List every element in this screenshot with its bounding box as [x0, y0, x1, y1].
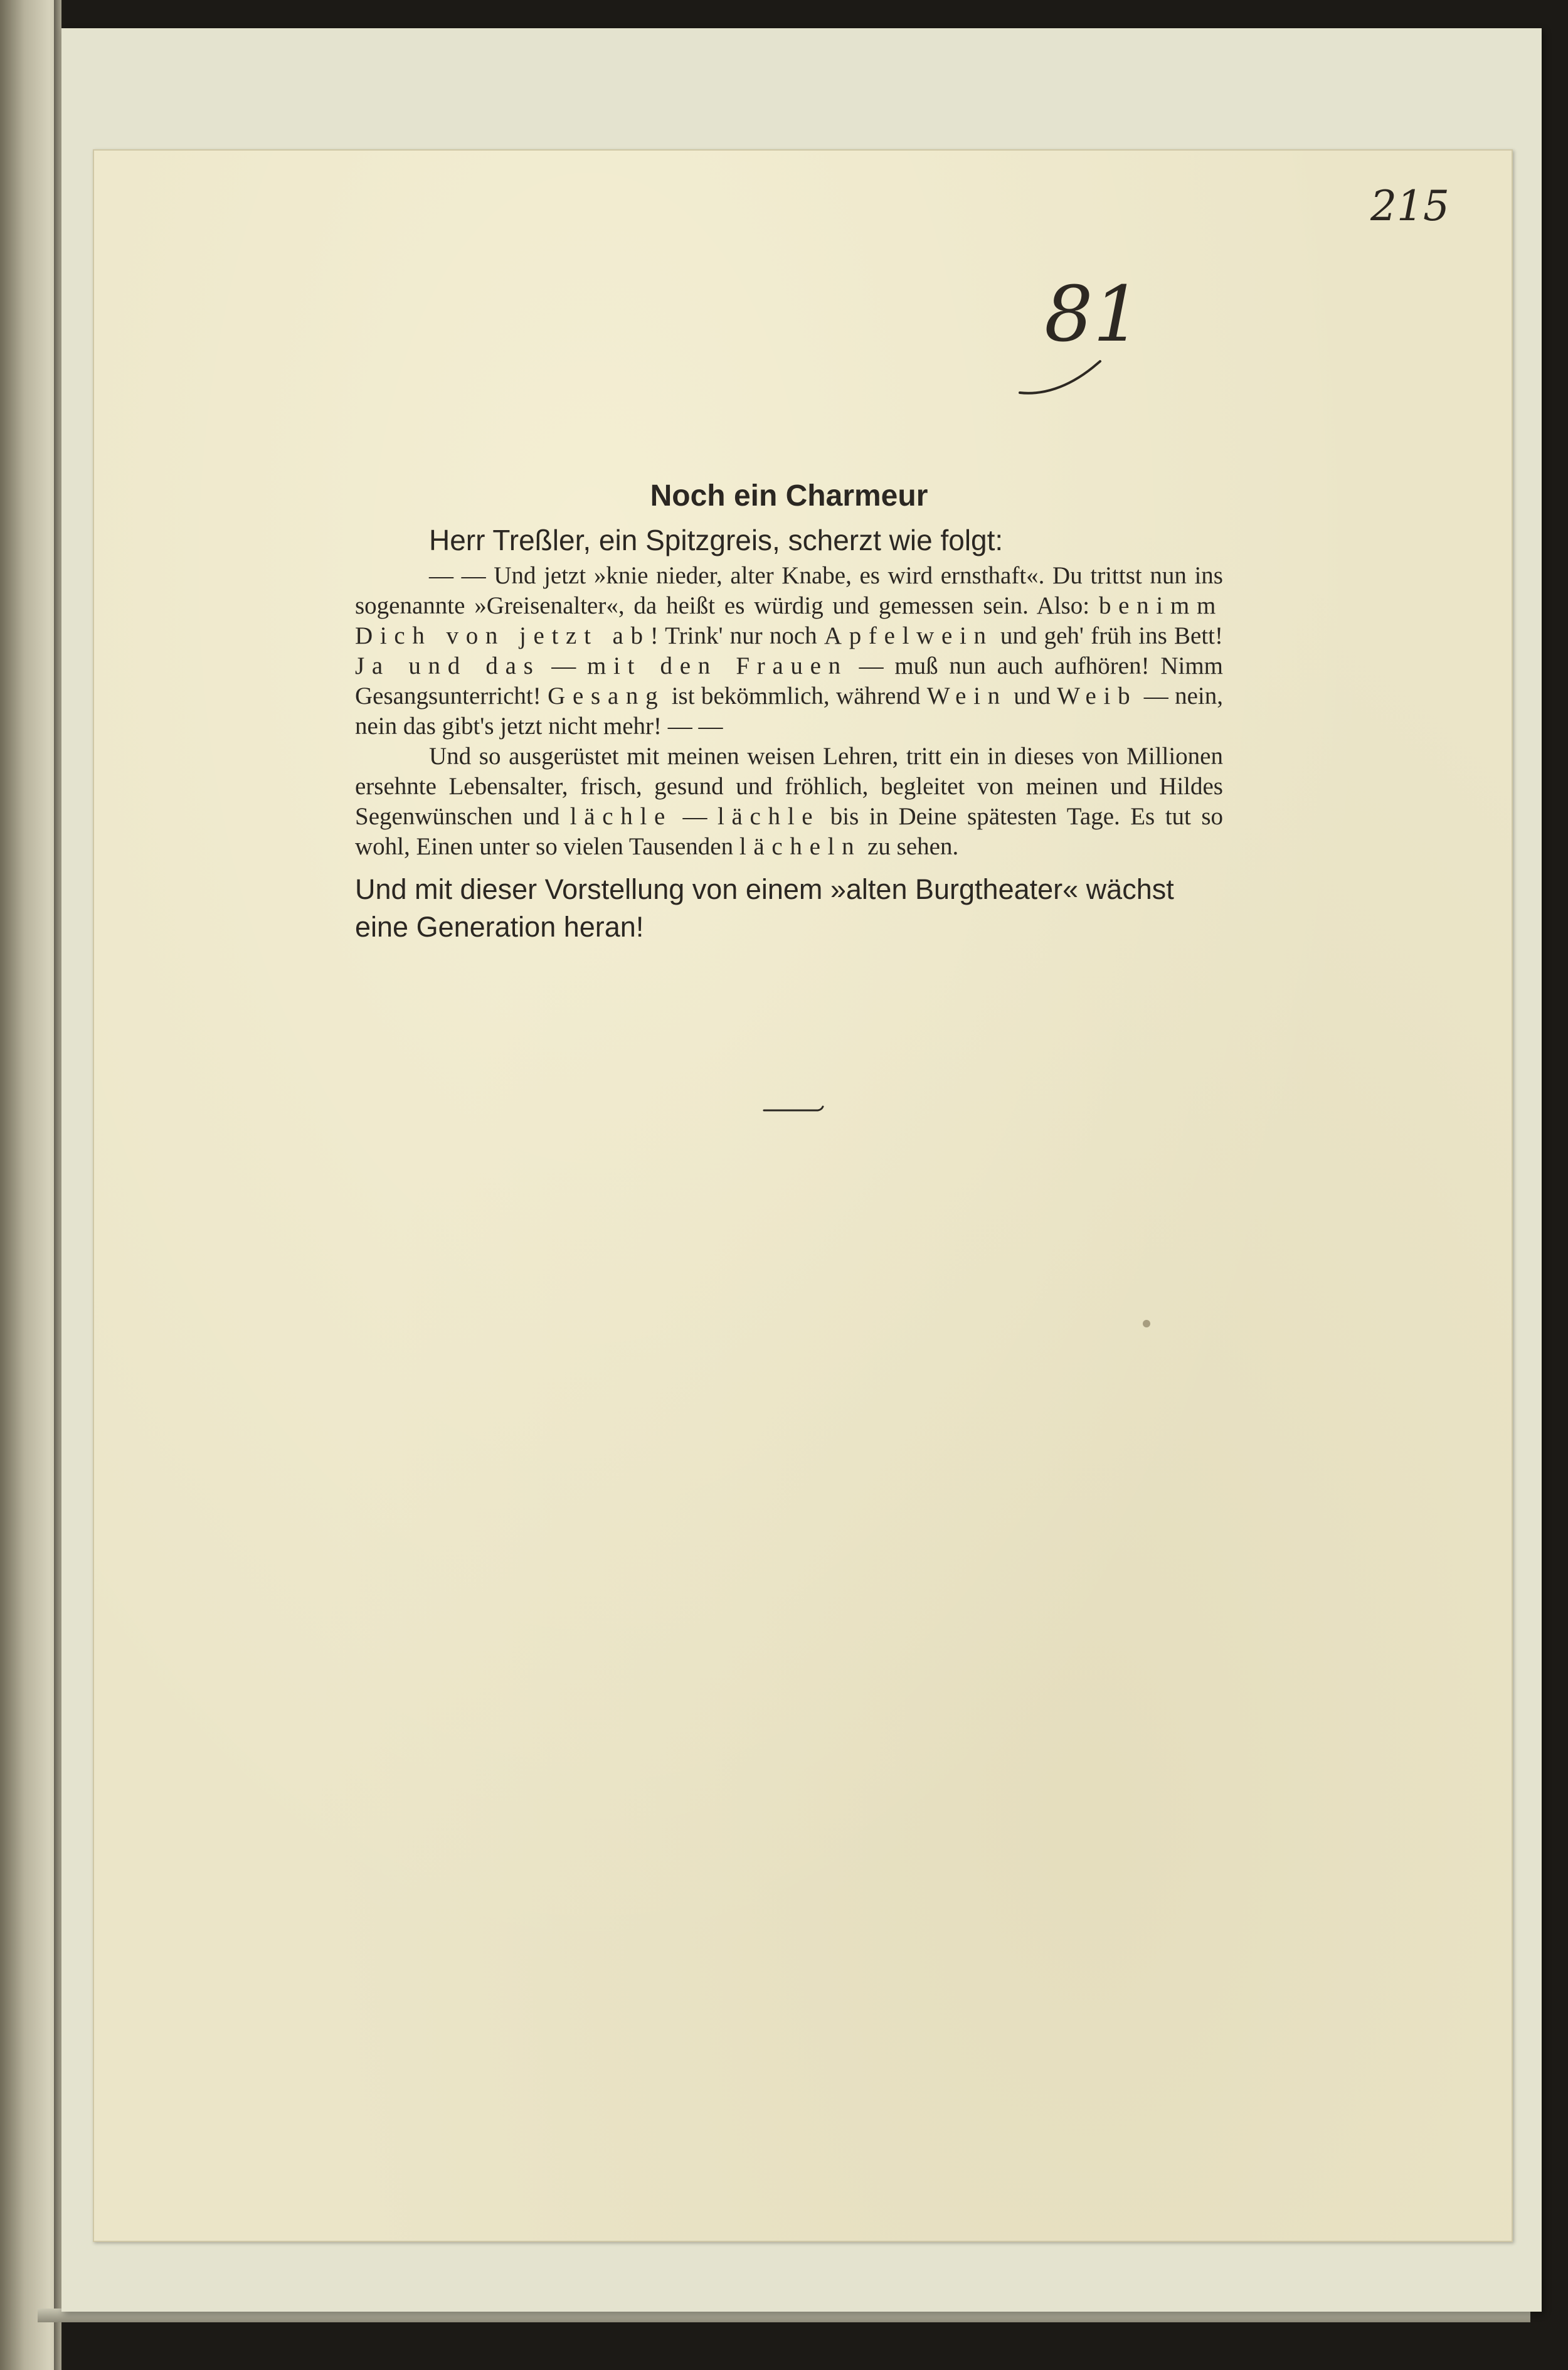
text-run: und geh' früh ins Bett! [993, 622, 1223, 649]
text-run: — [540, 652, 587, 679]
closing-paragraph: Und mit dieser Vorstellung von einem »alten Burgtheater« wächst eine Generation heran! [355, 873, 1174, 943]
handwritten-number: 81 [1044, 270, 1142, 359]
text-run: — [672, 803, 718, 830]
text-run: zu sehen. [861, 833, 959, 860]
spaced-text: Weib [1057, 683, 1138, 709]
text-run: bis in Deine spätesten Tage. Es tut so wohl, Einen unter so vielen Tausenden [355, 803, 1224, 860]
paper-speck [1143, 1320, 1150, 1327]
article-title: Noch ein Charmeur [650, 479, 928, 513]
text-run: — muß nun auch aufhören! Nimm Gesangsunterricht! [355, 652, 1224, 709]
text-run: ! Trink' nur noch [650, 622, 824, 649]
text-run: und [1007, 683, 1057, 709]
text-run: — — Und jetzt »knie nieder, alter Knabe, es wird ernsthaft«. Du trittst nun ins sogenannte »Greisenalter«, da heißt es würdig und gemessen sein. Also: [355, 562, 1223, 619]
text-run: — nein, nein das gibt's jetzt nicht mehr! — — [355, 683, 1223, 740]
spaced-text: Ja und das [355, 652, 541, 679]
spaced-text: Wein [926, 683, 1007, 709]
handwritten-underline-stroke [1017, 356, 1105, 400]
spaced-text: mit den Frauen [586, 652, 848, 679]
spaced-text: Apfelwein [824, 622, 993, 649]
paragraph-1 [355, 561, 1223, 741]
paragraph-2 [355, 741, 1223, 862]
article [355, 476, 1223, 946]
spaced-text: lächle [717, 803, 820, 830]
text-run: Und so ausgerüstet mit meinen weisen Lehren, tritt ein in dieses von Millionen ersehnte Lebensalter, frisch, gesund und fröhlich, begleitet von meinen und Hildes Segenwünschen und [355, 743, 1223, 830]
spaced-text: benimm Dich von jetzt ab [355, 592, 1223, 649]
end-rule [763, 1103, 825, 1115]
folio-number: 215 [1370, 182, 1449, 230]
spaced-text: lächeln [739, 833, 862, 860]
article-intro: Herr Treßler, ein Spitzgreis, scherzt wie folgt: [429, 524, 1004, 556]
spaced-text: Gesang [548, 683, 665, 709]
mounted-document [93, 149, 1513, 2242]
spaced-text: lächle [569, 803, 673, 830]
facing-page-edge [0, 0, 61, 2370]
text-run: ist bekömmlich, während [665, 683, 927, 709]
